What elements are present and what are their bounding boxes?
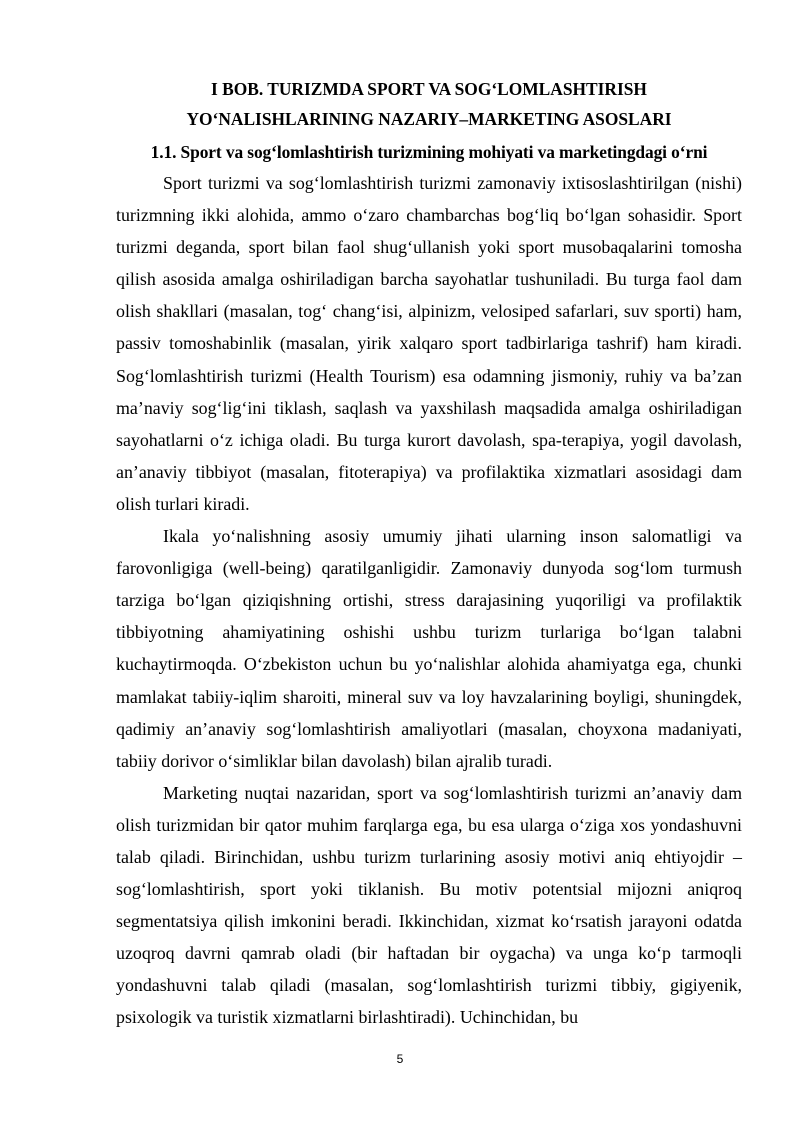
chapter-title-line-1: I BOB. TURIZMDA SPORT VA SOG‘LOMLASHTIRISH bbox=[211, 79, 647, 99]
section-title: 1.1. Sport va sog‘lomlashtirish turizmining mohiyati va marketingdagi o‘rni bbox=[150, 142, 708, 162]
paragraph: Sport turizmi va sog‘lomlashtirish turizmi zamonaviy ixtisoslashtirilgan (nishi) turizmning ikki alohida, ammo o‘zaro chambarchas bog‘liq bo‘lgan sohasidir. Sport turizmi deganda, sport bilan faol shug‘ullanish yoki sport musobaqalarini tomosha qilish asosida amalga oshiriladigan barcha sayohatlar tushuniladi. Bu turga faol dam olish shakllari (masalan, tog‘ chang‘isi, alpinizm, velosiped safarlari, suv sporti) ham, passiv tomoshabinlik (masalan, yirik xalqaro sport tadbirlariga tashrif) ham kiradi. Sog‘lomlashtirish turizmi (Health Tourism) esa odamning jismoniy, ruhiy va ba’zan ma’naviy sog‘lig‘ini tiklash, saqlash va yaxshilash maqsadida amalga oshiriladigan sayohatlarni o‘z ichiga oladi. Bu turga kurort davolash, spa-terapiya, yogil davolash, an’anaviy tibbiyot (masalan, fitoterapiya) va profilaktika xizmatlari asosidagi dam olish turlari kiradi. bbox=[116, 173, 742, 514]
document-page bbox=[116, 0, 742, 1034]
page-number: 5 bbox=[396, 1052, 404, 1066]
chapter-title-line-2: YO‘NALISHLARINING NAZARIY–MARKETING ASOSLARI bbox=[186, 109, 672, 129]
paragraph: Marketing nuqtai nazaridan, sport va sog‘lomlashtirish turizmi an’anaviy dam olish turizmidan bir qator muhim farqlarga ega, bu esa ularga o‘ziga xos yondashuvni talab qiladi. Birinchidan, ushbu turizm turlarining asosiy motivi aniq ehtiyojdir – sog‘lomlashtirish, sport yoki tiklanish. Bu motiv potentsial mijozni aniqroq segmentatsiya qilish imkonini beradi. Ikkinchidan, xizmat ko‘rsatish jarayoni odatda uzoqroq davrni qamrab oladi (bir haftadan bir oygacha) va unga ko‘p tarmoqli yondashuvni talab qiladi (masalan, sog‘lomlashtirish turizmi tibbiy, gigiyenik, psixologik va turistik xizmatlarni birlashtiradi). Uchinchidan, bu bbox=[116, 782, 742, 1028]
paragraph: Ikala yo‘nalishning asosiy umumiy jihati ularning inson salomatligi va farovonligiga (well-being) qaratilganligidir. Zamonaviy dunyoda sog‘lom turmush tarziga bo‘lgan qiziqishning ortishi, stress darajasining yuqoriligi va profilaktik tibbiyotning ahamiyatining oshishi ushbu turizm turlariga bo‘lgan talabni kuchaytirmoqda. O‘zbekiston uchun bu yo‘nalishlar alohida ahamiyatga ega, chunki mamlakat tabiiy-iqlim sharoiti, mineral suv va loy havzalarining boyligi, shuningdek, qadimiy an’anaviy sog‘lomlashtirish amaliyotlari (masalan, choyxona madaniyati, tabiiy dorivor o‘simliklar bilan davolash) bilan ajralib turadi. bbox=[116, 526, 742, 771]
